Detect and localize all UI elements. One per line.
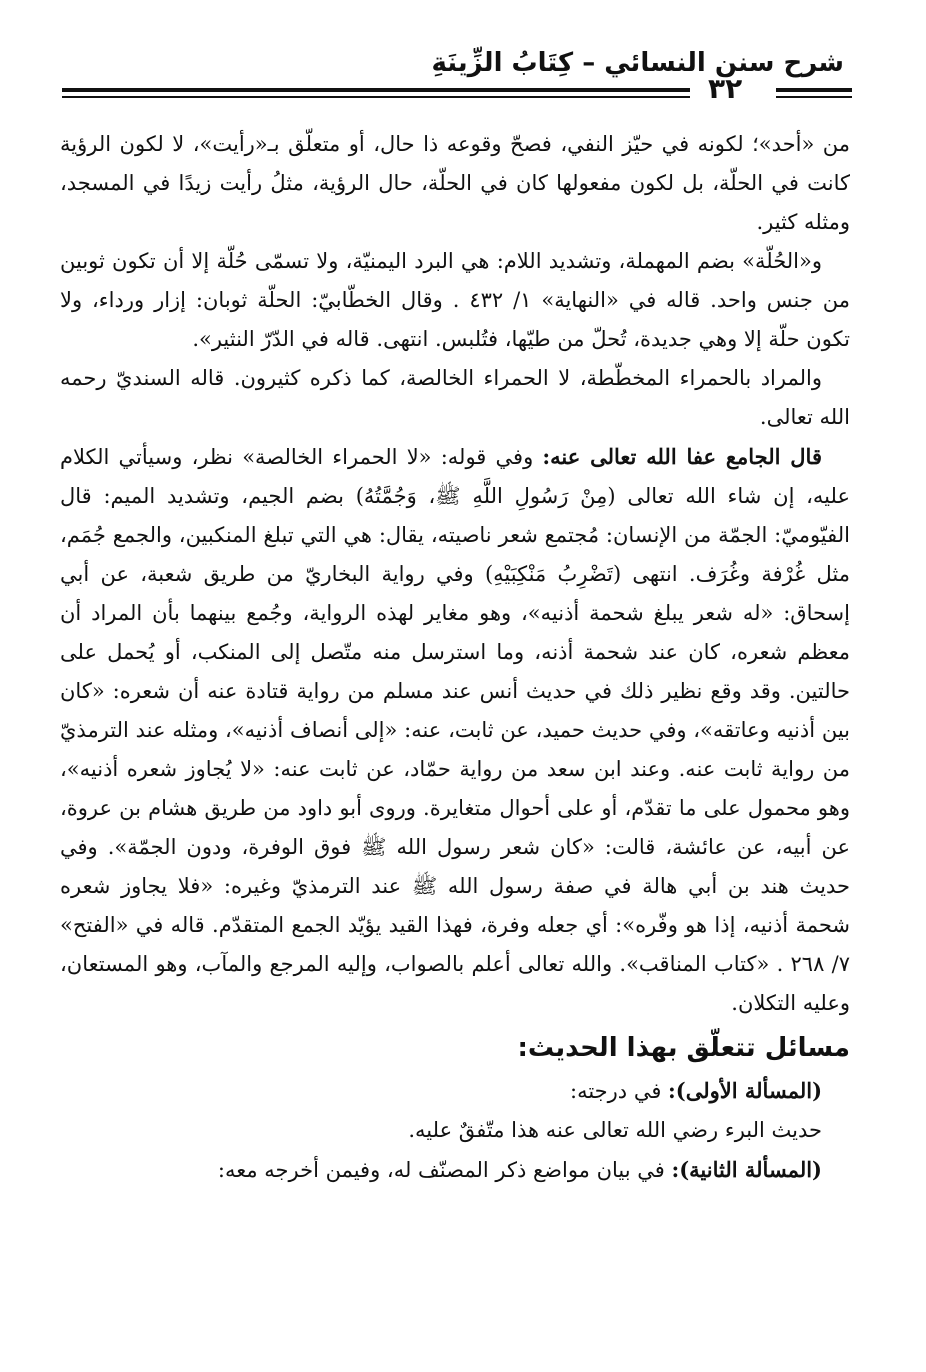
question-1-text: في درجته:	[570, 1079, 669, 1103]
paragraph-1: من «أحد»؛ لكونه في حيّز النفي، فصحّ وقوعه ذا حال، أو متعلّق بـ«رأيت»، لا لكون الرؤية كانت في الحلّة، بل لكون مفعولها كان في الحلّة، حال الرؤية، مثلُ رأيت زيدًا في المسجد، ومثله كثير.	[60, 132, 850, 234]
page-header	[62, 40, 852, 118]
question-2-text: في بيان مواضع ذكر المصنّف له، وفيمن أخرجه معه:	[217, 1158, 672, 1182]
paragraph-4	[60, 437, 850, 1023]
question-1-label: (المسألة الأولى):	[668, 1078, 822, 1103]
question-2	[60, 1150, 850, 1190]
question-1	[60, 1071, 850, 1111]
header-rule-right-thick	[776, 88, 852, 92]
paragraph-3: والمراد بالحمراء المخطّطة، لا الحمراء الخالصة، كما ذكره كثيرون. قاله السنديّ رحمه الله تعالى.	[60, 366, 850, 429]
section-heading: مسائل تتعلّق بهذا الحديث:	[517, 1033, 850, 1063]
page-body	[60, 125, 850, 1190]
compiler-remark-lead: قال الجامع عفا الله تعالى عنه:	[542, 444, 822, 469]
header-rule-right-thin	[776, 96, 852, 98]
paragraph-2: و«الحُلّة» بضم المهملة، وتشديد اللام: هي البرد اليمنيّة، ولا تسمّى حُلّة إلا أن تكون ثوبين من جنس واحد. قاله في «النهاية» ١/ ٤٣٢ . وقال الخطّابيّ: الحلّة ثوبان: إزار ورداء، ولا تكون حلّة إلا وهي جديدة، تُحلّ من طيّها، فتُلبس. انتهى. قاله في الدّرّ النثير».	[60, 249, 850, 351]
running-title: شرح سنن النسائي – كِتَابُ الزِّينَةِ	[431, 48, 844, 78]
header-rule-thick	[62, 88, 690, 92]
header-rule-thin	[62, 96, 690, 98]
question-1-answer: حديث البرء رضي الله تعالى عنه هذا متّفقٌ عليه.	[408, 1118, 822, 1142]
question-2-label: (المسألة الثانية):	[671, 1157, 822, 1182]
paragraph-4-text: وفي قوله: «لا الحمراء الخالصة» نظر، وسيأتي الكلام عليه، إن شاء الله تعالى (مِنْ رَسُولِ اللَّهِ ﷺ، وَجُمَّتُهُ) بضم الجيم، وتشديد الميم: قال الفيّوميّ: الجمّة من الإنسان: مُجتمع شعر ناصيته، يقال: هي التي تبلغ المنكبين، والجمع جُمَم، مثل غُرْفة وغُرَف. انتهى (تَضْرِبُ مَنْكِبَيْهِ) وفي رواية البخاريّ من طريق شعبة، عن أبي إسحاق: «له شعر يبلغ شحمة أذنيه»، وهو مغاير لهذه الرواية، وجُمع بينهما بأن المراد أن معظم شعره، كان عند شحمة أذنه، وما استرسل منه متّصل إلى المنكب، أو يُحمل على حالتين. وقد وقع نظير ذلك في حديث أنس عند مسلم من رواية قتادة عنه أن شعره: «كان بين أذنيه وعاتقه»، وفي حديث حميد، عن ثابت، عنه: «إلى أنصاف أذنيه»، ومثله عند الترمذيّ من رواية ثابت عنه. وعند ابن سعد من رواية حمّاد، عن ثابت عنه: «لا يُجاوز شعره أذنيه»، وهو محمول على ما تقدّم، أو على أحوال متغايرة. وروى أبو داود من طريق هشام بن عروة، عن أبيه، عن عائشة، قالت: «كان شعر رسول الله ﷺ فوق الوفرة، ودون الجمّة». وفي حديث هند بن أبي هالة في صفة رسول الله ﷺ عند الترمذيّ وغيره: «فلا يجاوز شعره شحمة أذنيه، إذا هو وفّره»: أي جعله وفرة، فهذا القيد يؤيّد الجمع المتقدّم. قاله في «الفتح» ٧/ ٢٦٨ . «كتاب المناقب». والله تعالى أعلم بالصواب، وإليه المرجع والمآب، وهو المستعان، وعليه التكلان.	[60, 445, 850, 1015]
page-number: ٣٢	[708, 72, 743, 105]
